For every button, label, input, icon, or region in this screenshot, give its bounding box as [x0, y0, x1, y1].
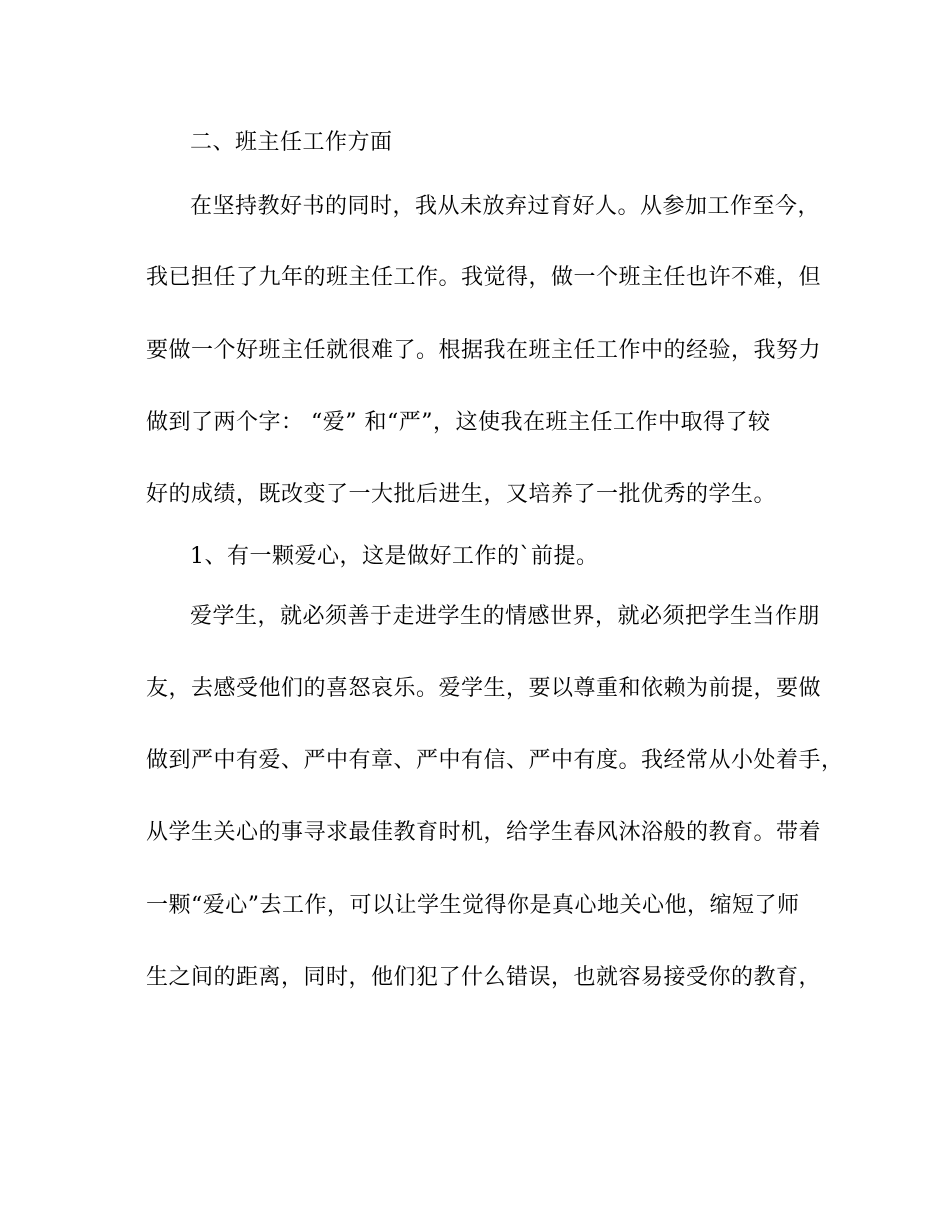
paragraph-2-line-6: 生之间的距离，同时，他们犯了什么错误，也就容易接受你的教育，	[146, 965, 822, 990]
subheading: 1、有一颗爱心，这是做好工作的`前提。	[190, 544, 599, 569]
section-heading: 二、班主任工作方面	[190, 130, 393, 155]
paragraph-1-line-2: 我已担任了九年的班主任工作。我觉得，做一个班主任也许不难，但	[146, 265, 822, 290]
paragraph-2-line-5: 一颗“爱心”去工作，可以让学生觉得你是真心地关心他，缩短了师	[146, 893, 800, 918]
paragraph-2-line-2: 友，去感受他们的喜怒哀乐。爱学生，要以尊重和依赖为前提，要做	[146, 676, 822, 701]
paragraph-1-line-4: 做到了两个字： “爱” 和“严”，这使我在班主任工作中取得了较	[146, 410, 771, 435]
paragraph-2-line-4: 从学生关心的事寻求最佳教育时机，给学生春风沐浴般的教育。带着	[146, 820, 822, 845]
paragraph-1-line-3: 要做一个好班主任就很难了。根据我在班主任工作中的经验，我努力	[146, 338, 822, 363]
paragraph-2-line-3: 做到严中有爱、严中有章、严中有信、严中有度。我经常从小处着手，	[146, 748, 844, 773]
paragraph-1-line-1: 在坚持教好书的同时，我从未放弃过育好人。从参加工作至今，	[190, 194, 821, 219]
paragraph-1-line-5: 好的成绩，既改变了一大批后进生，又培养了一批优秀的学生。	[146, 482, 777, 507]
paragraph-2-line-1: 爱学生，就必须善于走进学生的情感世界，就必须把学生当作朋	[190, 604, 821, 629]
